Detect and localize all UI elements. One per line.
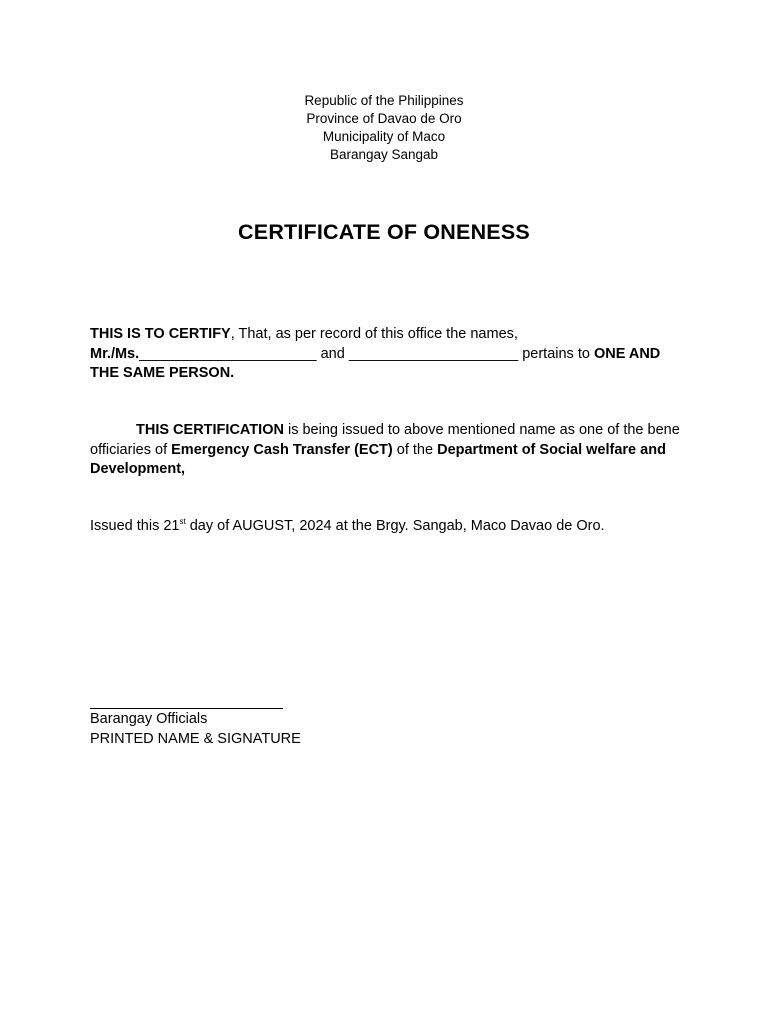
name-blank-1: ______________________ <box>139 345 317 362</box>
certify-text: , That, as per record of this office the names, <box>230 326 518 342</box>
document-title: CERTIFICATE OF ONENESS <box>238 220 530 244</box>
header-province: Province of Davao de Oro <box>306 111 462 126</box>
certification-paragraph <box>90 421 680 480</box>
issued-paragraph <box>90 517 680 537</box>
signatory-role: Barangay Officials <box>90 711 208 727</box>
and-text: and <box>316 345 349 362</box>
signature-line <box>90 708 283 709</box>
of-the-text: of the <box>392 441 438 458</box>
signature-instruction: PRINTED NAME & SIGNATURE <box>90 730 301 747</box>
certification-lead: THIS CERTIFICATION <box>136 422 284 438</box>
same-person-text: ONE AND THE SAME PERSON. <box>90 345 661 381</box>
header-barangay: Barangay Sangab <box>329 147 439 162</box>
salutation: Mr./Ms. <box>90 345 140 362</box>
issued-prefix: Issued this 21 <box>90 518 180 534</box>
program-name: Emergency Cash Transfer (ECT) <box>171 441 393 458</box>
date-ordinal: st <box>179 517 186 526</box>
certify-lead: THIS IS TO CERTIFY <box>90 326 231 342</box>
document-header <box>0 92 768 164</box>
pertains-text: pertains to <box>518 345 594 362</box>
department-name: Department of Social welfare and Development, <box>90 441 666 477</box>
header-municipality: Municipality of Maco <box>322 129 446 144</box>
issued-suffix: day of AUGUST, 2024 at the Brgy. Sangab, Maco Davao de Oro. <box>185 518 605 534</box>
name-blank-2: _____________________ <box>348 345 519 362</box>
certify-paragraph <box>90 325 680 384</box>
signature-block <box>90 710 301 749</box>
certification-text: is being issued to above mentioned name as one of the bene officiaries of <box>90 422 680 458</box>
header-country: Republic of the Philippines <box>304 93 464 108</box>
